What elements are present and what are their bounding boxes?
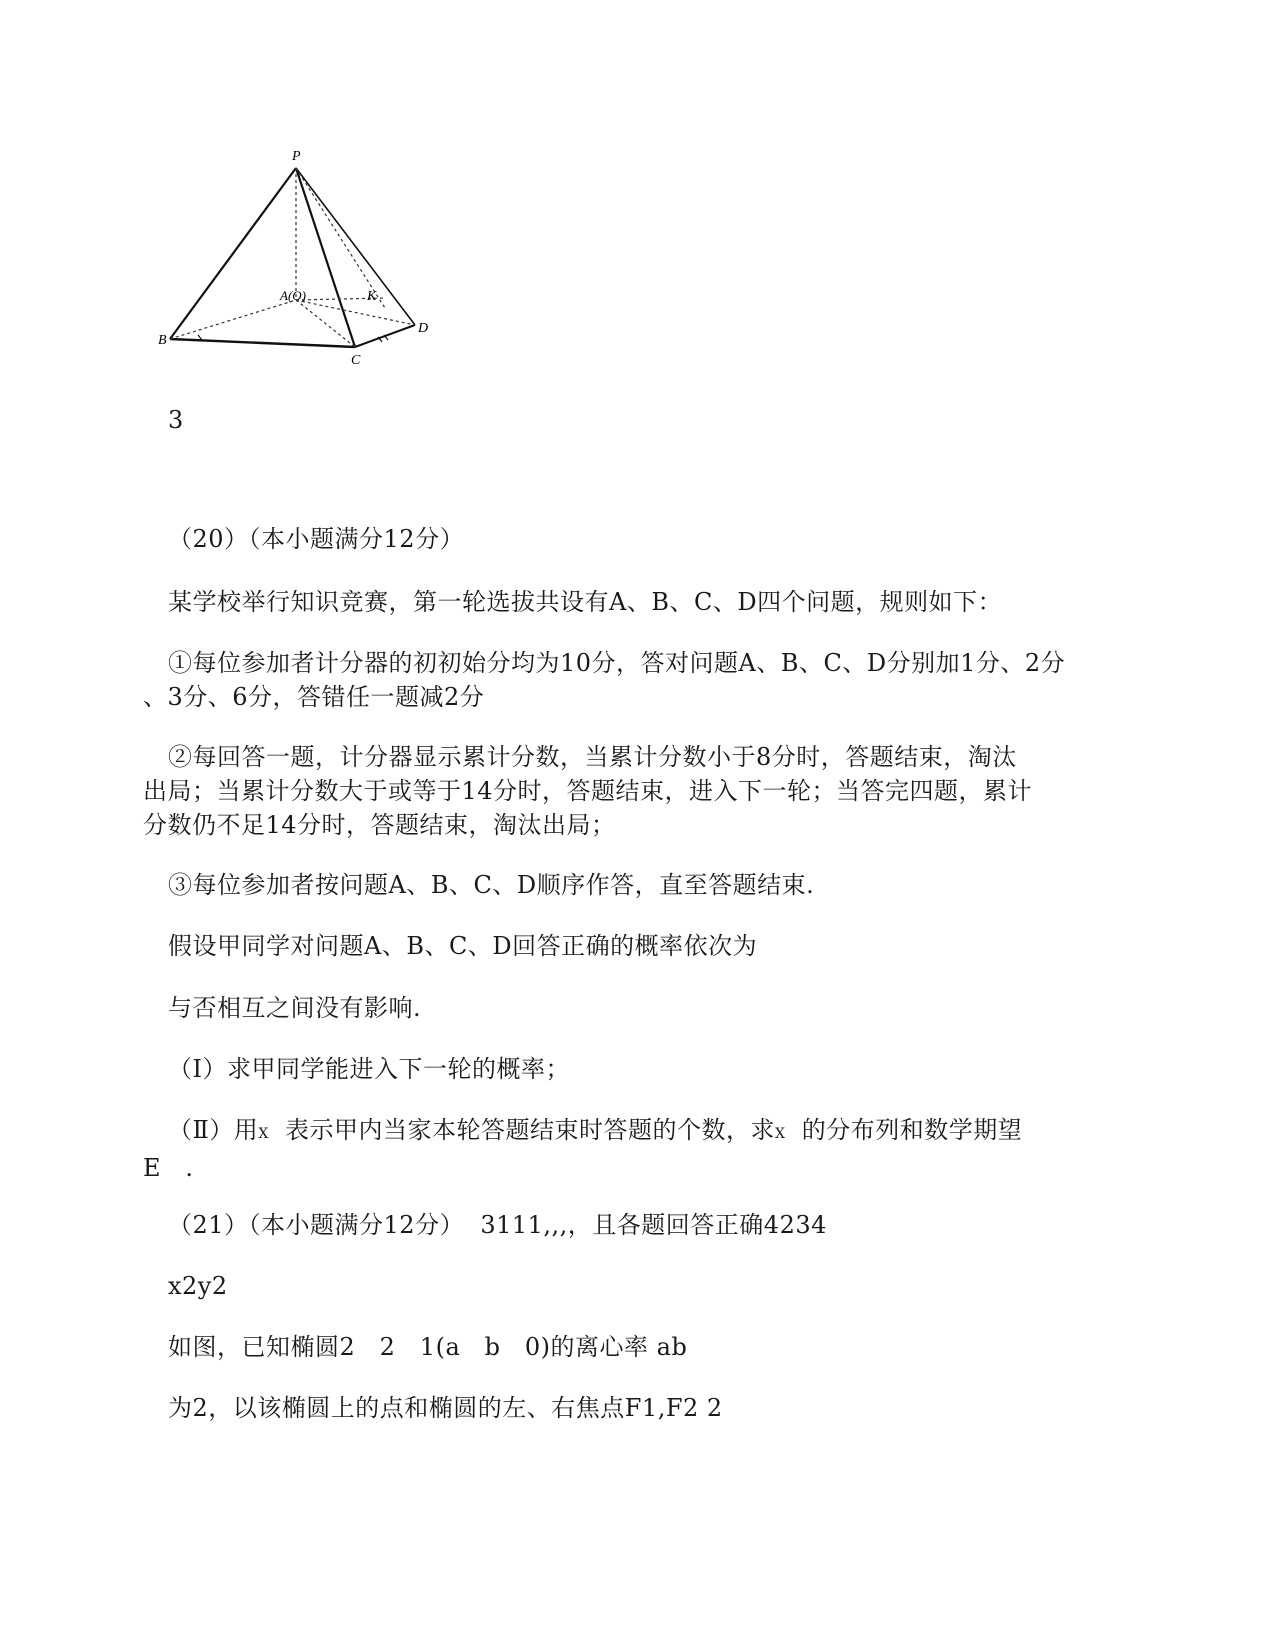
q20-part2-line2: E . (143, 1154, 194, 1182)
edge-BA-hidden (170, 300, 296, 339)
q20-rule1 (143, 646, 1065, 714)
label-B: B (158, 333, 167, 348)
q21-line2: 为2，以该椭圆上的点和椭圆的左、右焦点F1,F2 2 (168, 1394, 723, 1422)
label-D: D (418, 321, 429, 336)
edge-PK-hidden (296, 168, 385, 308)
q20-part2 (143, 1113, 1022, 1185)
variable-x: X (258, 1126, 269, 1142)
q20-intro: 某学校举行知识竞赛，第一轮选拔共设有A、B、C、D四个问题，规则如下： (168, 588, 1003, 616)
q20-part1: （Ⅰ）求甲同学能进入下一轮的概率； (168, 1055, 570, 1083)
pyramid-diagram (150, 140, 450, 375)
label-K: K (367, 289, 377, 304)
q21-line1: 如图，已知椭圆2 2 1(a b 0)的离心率 ab (168, 1333, 688, 1361)
pyramid-figure (150, 140, 450, 375)
variable-x: X (775, 1126, 786, 1142)
edge-PD (296, 168, 415, 325)
edge-AD-hidden (296, 300, 415, 325)
edge-PB (170, 168, 296, 339)
q20-rule1-line2: 、3分、6分，答错任一题减2分 (143, 683, 485, 711)
edge-PC (296, 168, 355, 347)
label-A: A(O) (280, 288, 306, 303)
q20-rule2 (143, 740, 1032, 842)
page-number: 3 (168, 406, 184, 434)
q20-rule2-line3: 分数仍不足14分时，答题结束，淘汰出局； (143, 811, 616, 839)
q21-title: （21）（本小题满分12分） 3111,,,，且各题回答正确4234 (168, 1211, 827, 1239)
q20-title: （20）（本小题满分12分） (168, 525, 465, 553)
q21-formula-fragment: x2y2 (168, 1272, 228, 1300)
q20-rule2-line1: ②每回答一题，计分器显示累计分数，当累计分数小于8分时，答题结束，淘汰 (168, 743, 1017, 771)
edge-BC (170, 339, 355, 347)
q20-rule2-line2: 出局；当累计分数大于或等于14分时，答题结束，进入下一轮；当答完四题，累计 (143, 777, 1033, 805)
q20-assumption: 假设甲同学对问题A、B、C、D回答正确的概率依次为 (168, 932, 758, 960)
label-C: C (351, 353, 361, 368)
q20-rule3: ③每位参加者按问题A、B、C、D顺序作答，直至答题结束. (168, 871, 815, 899)
q20-independence: 与否相互之间没有影响. (168, 994, 422, 1022)
q20-rule1-line1: ①每位参加者计分器的初初始分均为10分，答对问题A、B、C、D分别加1分、2分 (168, 649, 1066, 677)
q20-part2-line1: （Ⅱ）用X 表示甲内当家本轮答题结束时答题的个数，求X 的分布列和数学期望 (168, 1116, 1023, 1144)
label-P: P (292, 149, 301, 164)
